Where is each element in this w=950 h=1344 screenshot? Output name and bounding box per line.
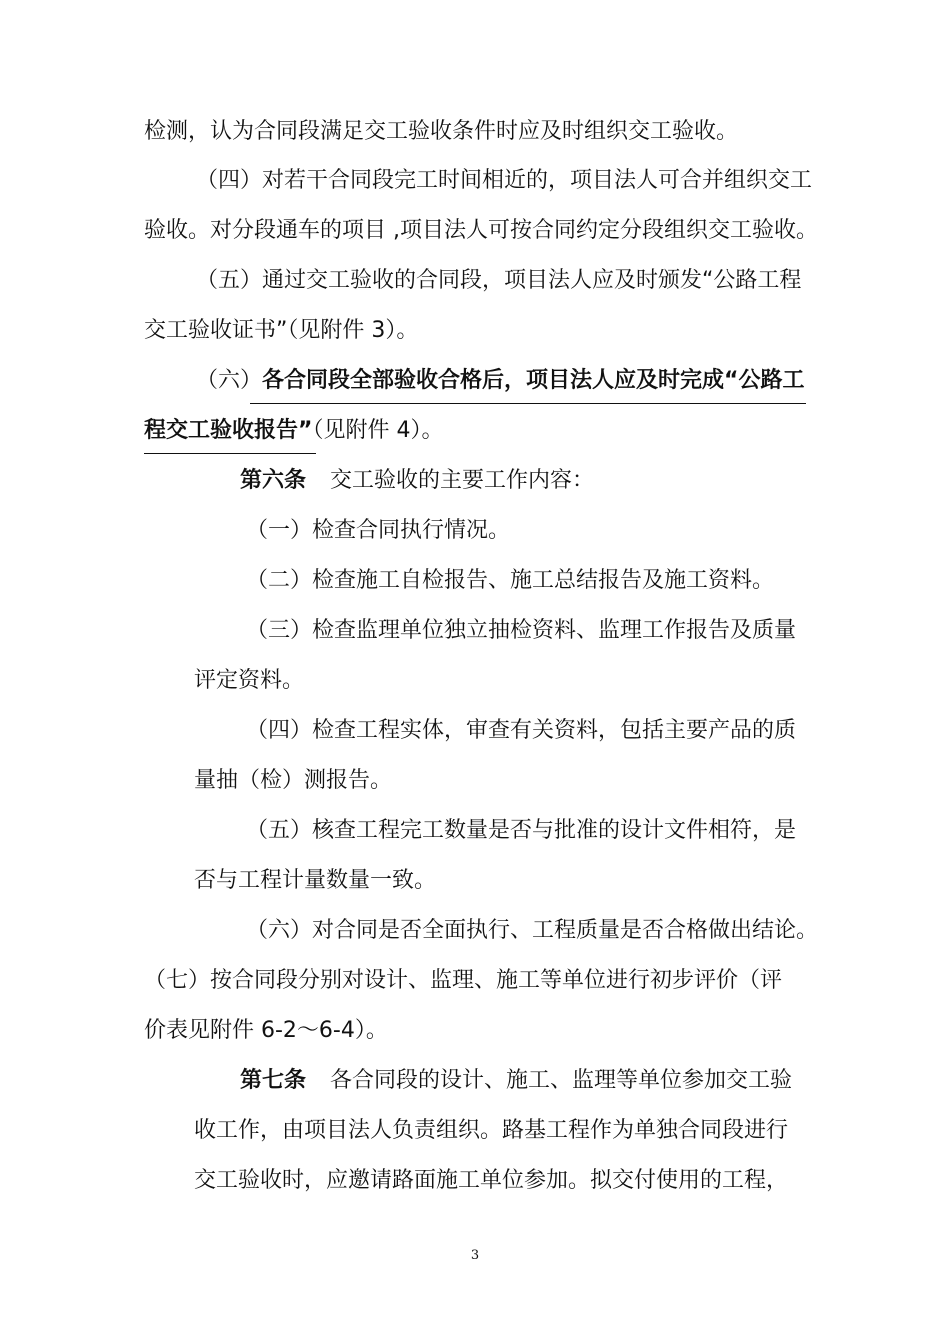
item-prefix: （六） [196,368,263,393]
text-line: 否与工程计量数量一致。 [194,868,437,893]
text-line: 评定资料。 [194,668,305,693]
text-line: （三）检查监理单位独立抽检资料、监理工作报告及质量 [246,618,797,643]
text-line: 价表见附件 6-2～6-4）。 [144,1018,388,1043]
text-span: 交工验收的主要工作内容： [330,468,595,493]
text-line: 收工作，由项目法人负责组织。路基工程作为单独合同段进行 [194,1118,789,1143]
page-number: 3 [470,1248,480,1263]
text-line [144,416,443,446]
article-heading [240,1066,792,1096]
text-line: （一）检查合同执行情况。 [246,518,511,543]
text-line: 交工验收证书”（见附件 3）。 [144,318,419,343]
article-number: 第七条 [240,1068,307,1093]
text-line: 检测，认为合同段满足交工验收条件时应及时组织交工验收。 [144,119,739,144]
text-line: （五）核查工程完工数量是否与批准的设计文件相符，是 [246,818,797,843]
text-span: 各合同段的设计、施工、监理等单位参加交工验 [330,1068,793,1093]
underline [250,403,806,404]
text-span: （见附件 4）。 [312,418,444,443]
text-line: 验收。对分段通车的项目 ,项目法人可按合同约定分段组织交工验收。 [144,218,818,243]
text-line: （二）检查施工自检报告、施工总结报告及施工资料。 [246,568,775,593]
bold-text: 各合同段全部验收合格后，项目法人应及时完成“公路工 [262,368,805,393]
text-line [196,366,804,396]
underline [144,453,316,454]
text-line: （六）对合同是否全面执行、工程质量是否合格做出结论。 [246,918,819,943]
article-heading [240,466,594,496]
text-line: （七）按合同段分别对设计、监理、施工等单位进行初步评价（评 [144,968,783,993]
text-line: 交工验收时，应邀请路面施工单位参加。拟交付使用的工程， [194,1168,789,1193]
bold-text: 程交工验收报告” [144,418,313,443]
text-line: （四）检查工程实体，审查有关资料，包括主要产品的质 [246,718,797,743]
text-line: （四）对若干合同段完工时间相近的，项目法人可合并组织交工 [196,168,813,193]
article-number: 第六条 [240,468,307,493]
text-line: 量抽（检）测报告。 [194,768,393,793]
text-line: （五）通过交工验收的合同段，项目法人应及时颁发“公路工程 [196,268,802,293]
